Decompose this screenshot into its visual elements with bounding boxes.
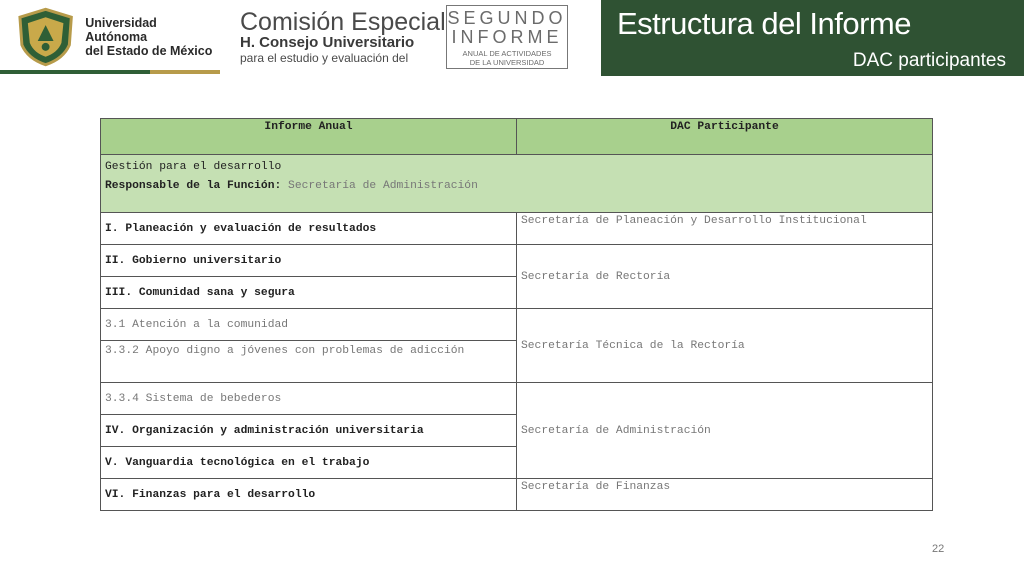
commission-logo [240, 8, 446, 65]
report-logo [446, 5, 568, 69]
row-left: II. Gobierno universitario [101, 245, 517, 277]
row-left: 3.1 Atención a la comunidad [101, 309, 517, 341]
title-panel [601, 0, 1024, 76]
table-row [101, 479, 933, 511]
table-row [101, 245, 933, 277]
row-right: Secretaría de Finanzas [517, 479, 933, 511]
table-row [101, 383, 933, 415]
row-right: Secretaría de Planeación y Desarrollo Institucional [517, 213, 933, 245]
row-left: V. Vanguardia tecnológica en el trabajo [101, 447, 517, 479]
report-line2: INFORME [451, 27, 563, 47]
commission-line2: H. Consejo Universitario [240, 34, 415, 51]
slide-subtitle: DAC participantes [852, 50, 1006, 71]
row-left: III. Comunidad sana y segura [101, 277, 517, 309]
row-right: Secretaría Técnica de la Rectoría [517, 309, 933, 383]
report-line1: SEGUNDO [447, 8, 567, 28]
university-logo [14, 6, 220, 68]
col-header-informe: Informe Anual [101, 119, 517, 155]
table-row [101, 309, 933, 341]
report-line3: ANUAL DE ACTIVIDADES [462, 49, 552, 58]
row-left: VI. Finanzas para el desarrollo [101, 479, 517, 511]
commission-line3: para el estudio y evaluación del [240, 51, 409, 65]
table-row [101, 213, 933, 245]
table-header-row [101, 119, 933, 155]
section-row [101, 155, 933, 213]
university-seal-icon [14, 7, 77, 67]
university-name-line2: del Estado de México [85, 44, 213, 58]
university-name-line1: Universidad Autónoma [85, 16, 157, 44]
row-left: 3.3.4 Sistema de bebederos [101, 383, 517, 415]
slide-header [0, 0, 1024, 80]
col-header-dac: DAC Participante [517, 119, 933, 155]
section-title: Gestión para el desarrollo [105, 161, 282, 173]
section-resp-label: Responsable de la Función: [105, 180, 282, 192]
row-right: Secretaría de Rectoría [517, 245, 933, 309]
row-left: 3.3.2 Apoyo digno a jóvenes con problemas de adicción [101, 341, 517, 383]
report-line4: DE LA UNIVERSIDAD [469, 58, 545, 67]
header-accent-line [0, 70, 220, 74]
page-number: 22 [932, 543, 945, 555]
section-cell [101, 155, 933, 213]
dac-table [100, 118, 933, 511]
slide-title: Estructura del Informe [617, 6, 911, 41]
section-resp-value: Secretaría de Administración [288, 180, 478, 192]
commission-line1: Comisión Especial [240, 8, 446, 36]
row-left: IV. Organización y administración universitaria [101, 415, 517, 447]
row-left: I. Planeación y evaluación de resultados [101, 213, 517, 245]
row-right: Secretaría de Administración [517, 383, 933, 479]
